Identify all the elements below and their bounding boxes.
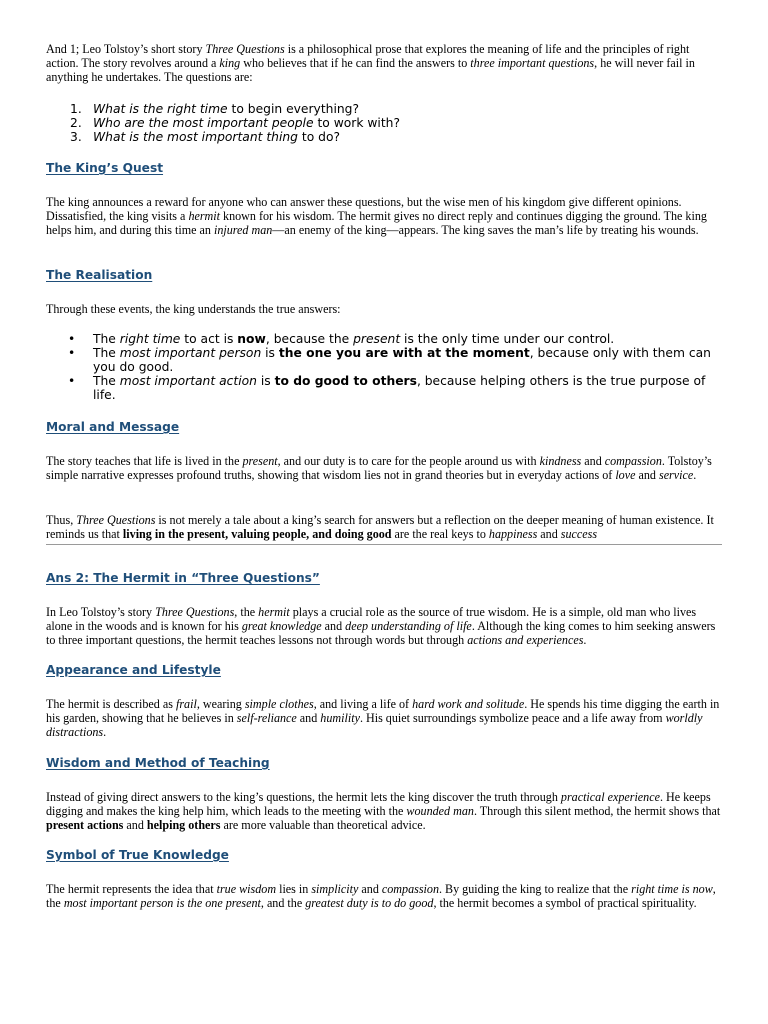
kings-quest-paragraph: The king announces a reward for anyone who can answer these questions, but the wise men of his kingdom give different opinions. Dissatisfied, the king visits a hermit known for his wisdom. The hermit gives no direct reply and continues digging the ground. The king helps him, and during this time an injured man—an enemy of the king—appears. The king saves the man’s life by treating his wounds. xyxy=(46,195,707,238)
heading-moral[interactable]: Moral and Message xyxy=(46,420,180,434)
list-item: • The right time to act is now, because the present is the only time under our control. xyxy=(68,332,615,346)
heading-kings-quest[interactable]: The King’s Quest xyxy=(46,161,164,175)
questions-list xyxy=(46,102,722,144)
appearance-paragraph: The hermit is described as frail, wearing simple clothes, and living a life of hard work and solitude. He spends his time digging the earth in his garden, showing that he believes in self-reliance and humility. His quiet surroundings symbolize peace and a life away from worldly distractions. xyxy=(46,697,720,740)
section-divider xyxy=(46,544,722,545)
list-item: • The most important action is to do good to others, because helping others is the true purpose of life. xyxy=(68,374,706,402)
symbol-paragraph: The hermit represents the idea that true wisdom lies in simplicity and compassion. By guiding the king to realize that the right time is now, the most important person is the one present, and the greatest duty is to do good, the hermit becomes a symbol of practical spirituality. xyxy=(46,882,716,911)
answers-list xyxy=(46,332,722,402)
realisation-intro: Through these events, the king understands the true answers: xyxy=(46,302,341,316)
heading-symbol[interactable]: Symbol of True Knowledge xyxy=(46,848,229,862)
ans2-paragraph: In Leo Tolstoy’s story Three Questions, the hermit plays a crucial role as the source of true wisdom. He is a simple, old man who lives alone in the woods and is known for his great knowledge and deep understanding of life. Although the king comes to him seeking answers to three important questions, the hermit teaches lessons not through words but through actions and experiences. xyxy=(46,605,716,648)
heading-wisdom[interactable]: Wisdom and Method of Teaching xyxy=(46,756,270,770)
moral-paragraph-2: Thus, Three Questions is not merely a tale about a king’s search for answers but a reflection on the deeper meaning of human existence. It reminds us that living in the present, valuing people, and doing good are the real keys to happiness and success xyxy=(46,513,714,542)
list-item: 3. What is the most important thing to do? xyxy=(70,130,341,144)
heading-ans2[interactable]: Ans 2: The Hermit in “Three Questions” xyxy=(46,571,320,585)
heading-realisation[interactable]: The Realisation xyxy=(46,268,153,282)
heading-appearance[interactable]: Appearance and Lifestyle xyxy=(46,663,221,677)
moral-paragraph-1: The story teaches that life is lived in the present, and our duty is to care for the people around us with kindness and compassion. Tolstoy’s simple narrative expresses profound truths, showing that wisdom lies not in grand theories but in everyday actions of love and service. xyxy=(46,454,712,483)
list-item: 1. What is the right time to begin everything? xyxy=(70,102,359,116)
list-item: 2. Who are the most important people to work with? xyxy=(70,116,400,130)
intro-paragraph: And 1; Leo Tolstoy’s short story Three Questions is a philosophical prose that explores the meaning of life and the principles of right action. The story revolves around a king who believes that if he can find the answers to three important questions, he will never fail in anything he undertakes. The questions are: xyxy=(46,42,695,85)
list-item: • The most important person is the one you are with at the moment, because only with them can you do good. xyxy=(68,346,711,374)
wisdom-paragraph: Instead of giving direct answers to the king’s questions, the hermit lets the king discover the truth through practical experience. He keeps digging and makes the king help him, which leads to the meeting with the wounded man. Through this silent method, the hermit shows that present actions and helping others are more valuable than theoretical advice. xyxy=(46,790,721,833)
